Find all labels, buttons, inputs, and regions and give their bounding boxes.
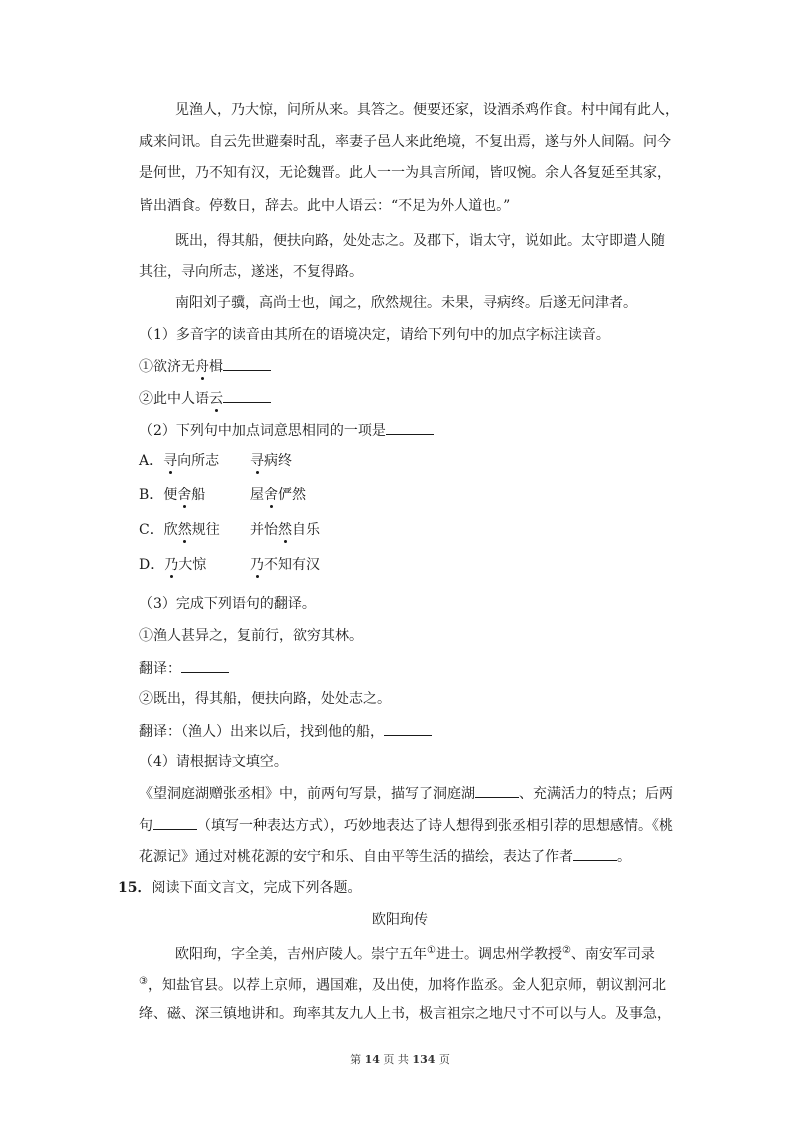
answer-blank[interactable]: [386, 420, 434, 435]
answer-blank[interactable]: [223, 388, 271, 403]
answer-blank[interactable]: [573, 846, 617, 861]
option-c: C．欣然规往 并怡然自乐: [139, 522, 320, 538]
passage-line: 是何世，乃不知有汉，无论魏晋。此人一一为具言所闻，皆叹惋。余人各复延至其家，: [139, 165, 671, 181]
question-1-stem: （1）多音字的读音由其所在的语境决定，请给下列句中的加点字标注读音。: [139, 327, 610, 343]
passage-line: 南阳刘子骥，高尚士也，闻之，欣然规往。未果，寻病终。后遂无问津者。: [175, 295, 637, 311]
question-2-stem: （2）下列句中加点词意思相同的一项是: [139, 420, 434, 441]
emphasis-dot-char: 舟: [195, 359, 209, 375]
question-3-sentence-2: ②既出，得其船，便扶向路，处处志之。: [139, 691, 391, 707]
passage-title: 欧阳珣传: [372, 912, 428, 928]
option-a: A．寻向所志 寻病终: [139, 453, 292, 469]
passage-line: 其往，寻向所志，遂迷，不复得路。: [139, 264, 363, 280]
question-4-line: 句 （填写一种表达方式），巧妙地表达了诗人想得到张丞相引荐的思想感情。《桃: [139, 815, 673, 836]
answer-blank[interactable]: [475, 783, 519, 798]
question-1-item-1: ①欲济无舟楫: [139, 356, 271, 377]
answer-blank[interactable]: [223, 356, 271, 371]
passage-line: 既出，得其船，便扶向路，处处志之。及郡下，诣太守，说如此。太守即遣人随: [175, 233, 665, 249]
question-3-sentence-1: ①渔人甚异之，复前行，欲穷其林。: [139, 628, 363, 644]
option-b: B．便舍船 屋舍俨然: [139, 487, 306, 503]
answer-blank[interactable]: [384, 721, 432, 736]
question-3-stem: （3）完成下列语句的翻译。: [139, 596, 316, 612]
answer-blank[interactable]: [181, 658, 229, 673]
passage-line: 咸来问讯。自云先世避秦时乱，率妻子邑人来此绝境，不复出焉，遂与外人间隔。问今: [139, 134, 671, 150]
emphasis-dot-char: 云: [209, 391, 223, 407]
passage-line: 绛、磁、深三镇地讲和。珣率其友九人上书，极言祖宗之地尺寸不可以与人。及事急，: [139, 1006, 671, 1022]
question-15-stem: 15．阅读下面文言文，完成下列各题。: [118, 880, 362, 896]
question-4-stem: （4）请根据诗文填空。: [139, 754, 288, 770]
answer-blank[interactable]: [153, 815, 197, 830]
question-3-translation-2: 翻译：（渔人）出来以后，找到他的船，: [139, 721, 432, 742]
question-3-translation-1: 翻译：: [139, 658, 229, 679]
passage-line: ③，知盐官县。以荐上京师，遇国难，及出使，加将作监丞。金人犯京师，朝议割河北: [139, 976, 666, 994]
option-d: D．乃大惊 乃不知有汉: [139, 557, 320, 573]
passage-line: 皆出酒食。停数日，辞去。此中人语云：“不足为外人道也。”: [139, 198, 511, 214]
question-4-line: 花源记》通过对桃花源的安宁和乐、自由平等生活的描绘，表达了作者 。: [139, 846, 631, 867]
page-footer: 第 14 页 共 134 页: [350, 1053, 450, 1066]
passage-line: 欧阳珣，字全美，吉州庐陵人。崇宁五年①进士。调忠州学教授②、南安军司录: [175, 945, 655, 963]
question-4-line: 《望洞庭湖赠张丞相》中，前两句写景，描写了洞庭湖 、充满活力的特点；后两: [139, 783, 673, 804]
question-1-item-2: ②此中人语云: [139, 388, 271, 409]
passage-line: 见渔人，乃大惊，问所从来。具答之。便要还家，设酒杀鸡作食。村中闻有此人，: [175, 102, 679, 118]
